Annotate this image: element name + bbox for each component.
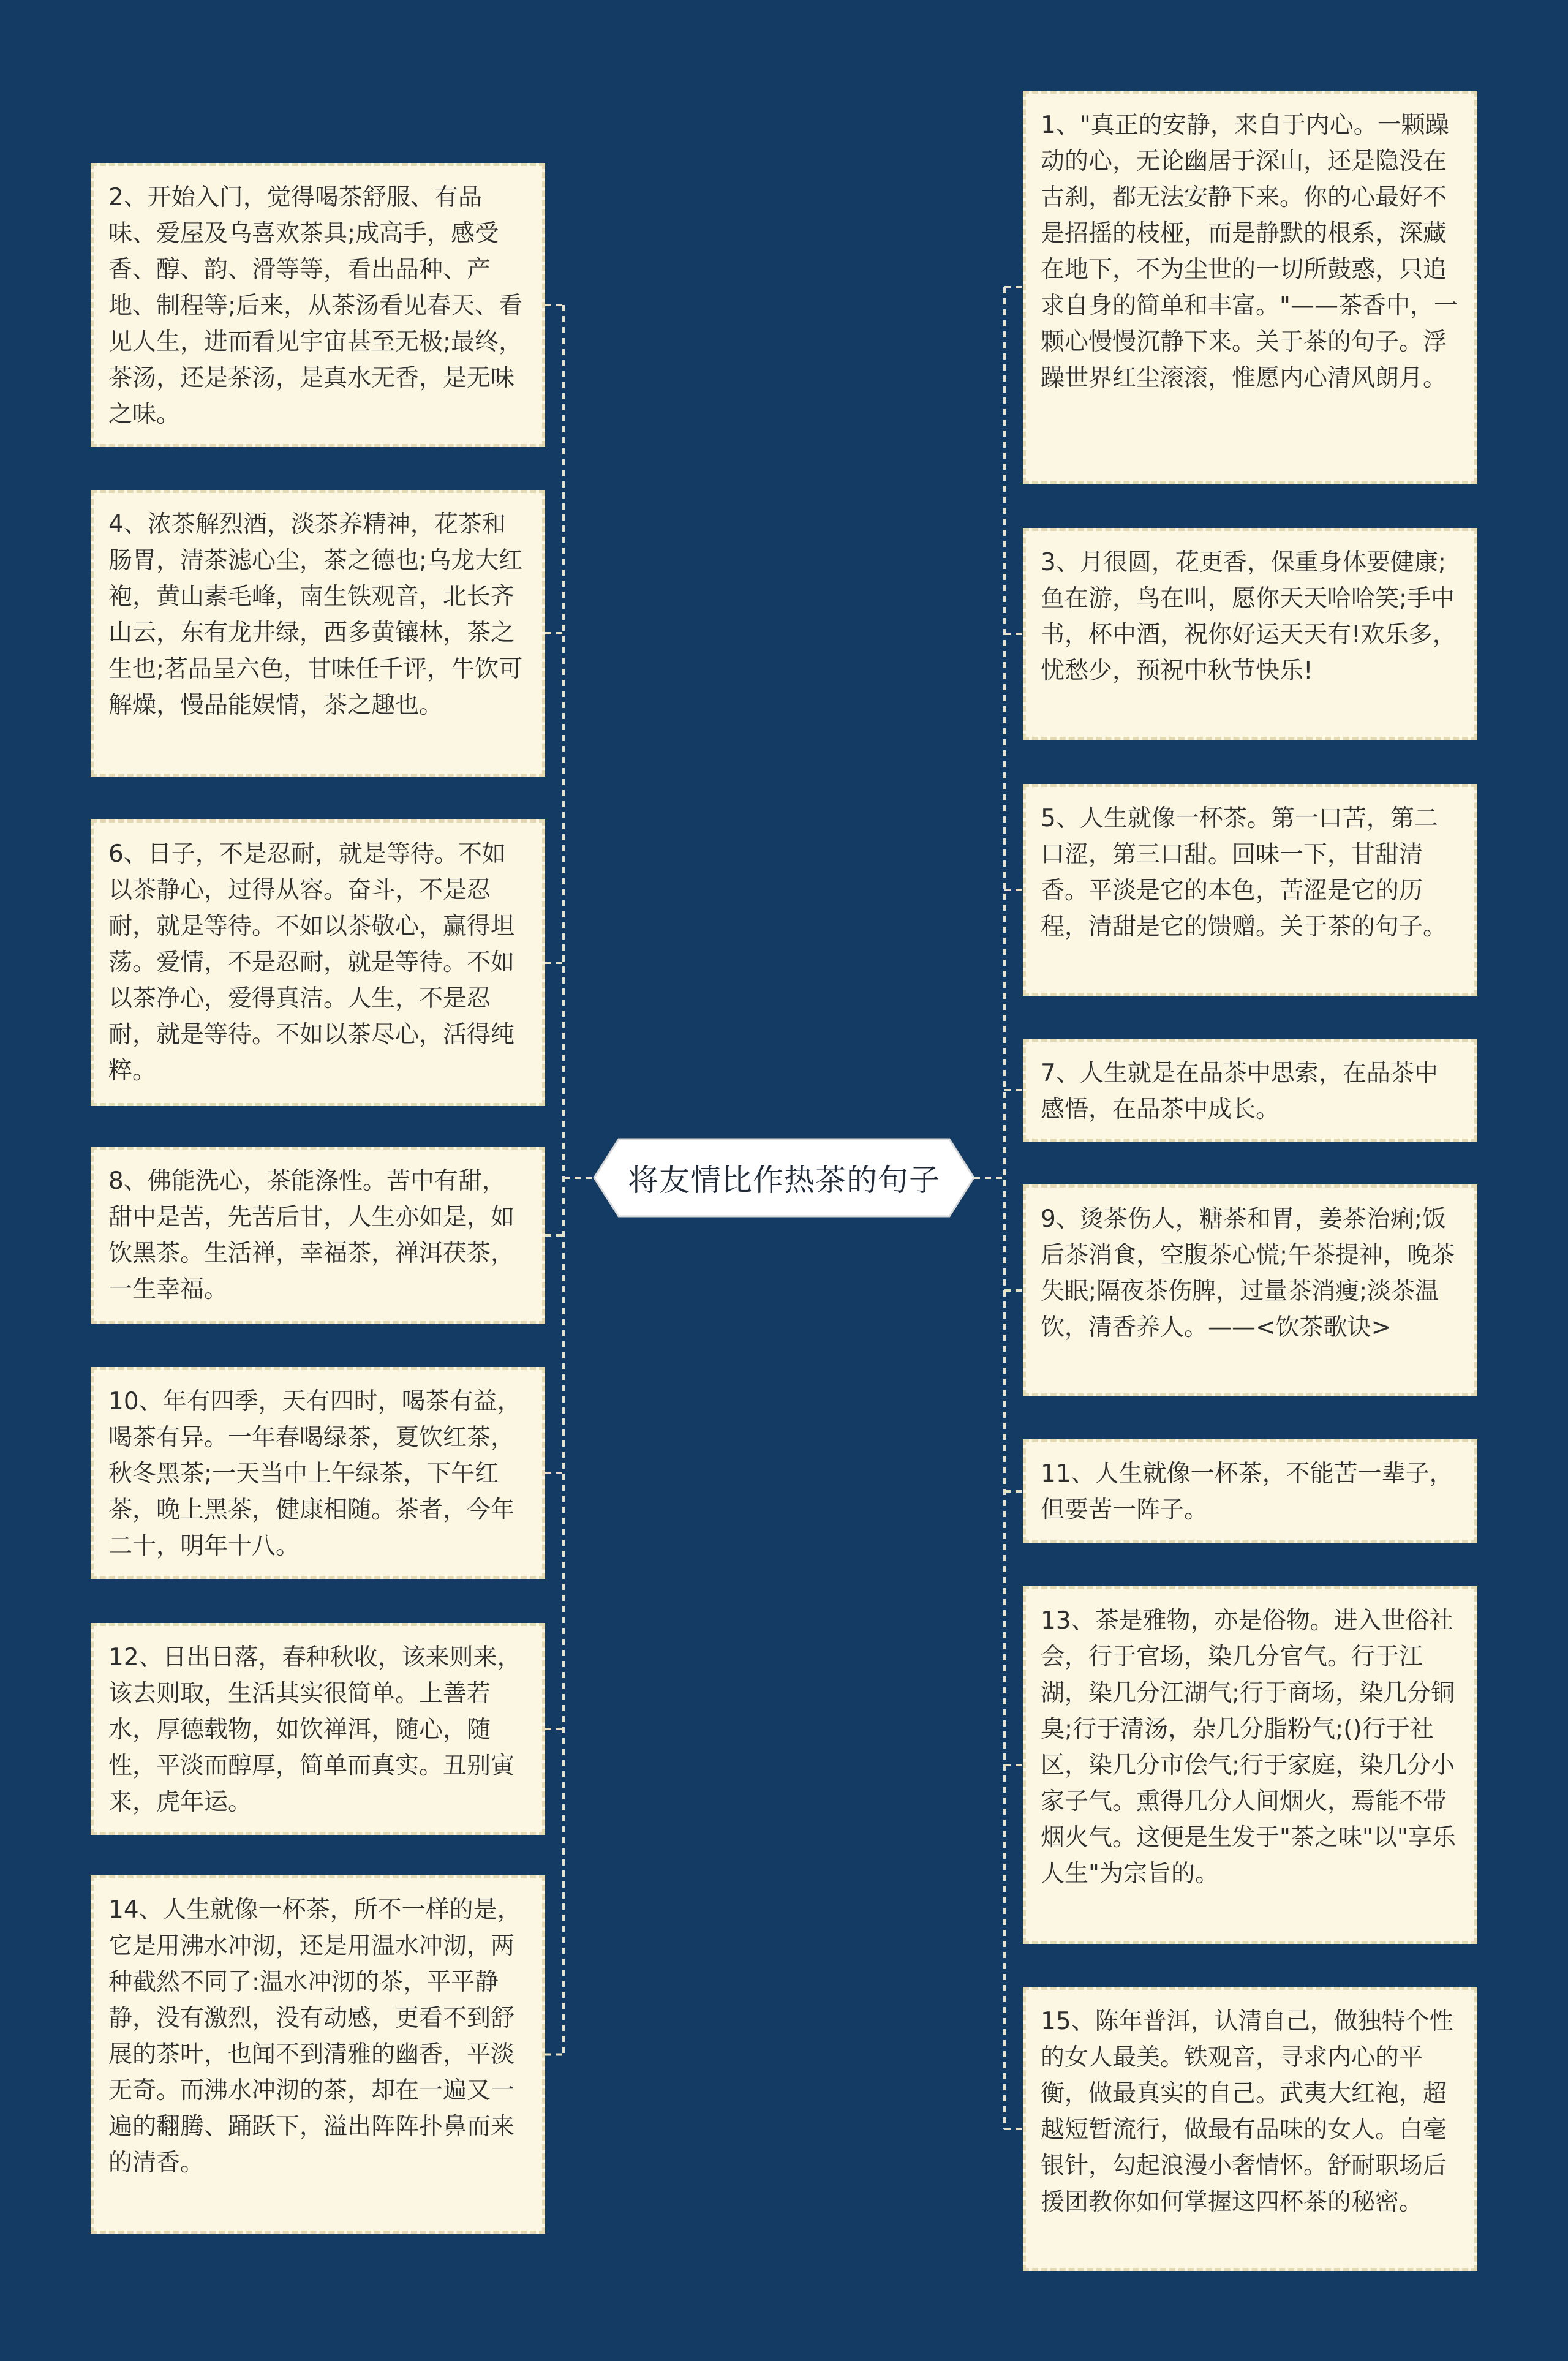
right-card-13[interactable]: 13、茶是雅物，亦是俗物。进入世俗社会，行于官场，染几分官气。行于江湖，染几分江湖气;行于商场，染几分铜臭;行于清汤，杂几分脂粉气;()行于社区，染几分市侩气;行于家庭，染几分小家子气。熏得几分人间烟火，焉能不带烟火气。这便是生发于"茶之味"以"享乐人生"为宗旨的。: [1023, 1586, 1477, 1944]
left-card-14[interactable]: 14、人生就像一杯茶，所不一样的是，它是用沸水冲沏，还是用温水冲沏，两种截然不同了:温水冲沏的茶，平平静静，没有激烈，没有动感，更看不到舒展的茶叶，也闻不到清雅的幽香，平淡无奇。而沸水冲沏的茶，却在一遍又一遍的翻腾、踊跃下，溢出阵阵扑鼻而来的清香。: [91, 1875, 545, 2234]
left-card-8[interactable]: 8、佛能洗心，茶能涤性。苦中有甜，甜中是苦，先苦后甘，人生亦如是，如饮黑茶。生活禅，幸福茶，禅洱茯茶，一生幸福。: [91, 1147, 545, 1324]
right-card-3[interactable]: 3、月很圆，花更香，保重身体要健康;鱼在游，鸟在叫，愿你天天哈哈笑;手中书，杯中酒，祝你好运天天有!欢乐多，忧愁少，预祝中秋节快乐!: [1023, 528, 1477, 740]
right-card-1[interactable]: 1、"真正的安静，来自于内心。一颗躁动的心，无论幽居于深山，还是隐没在古刹，都无法安静下来。你的心最好不是招摇的枝桠，而是静默的根系，深藏在地下，不为尘世的一切所鼓惑，只追求自身的简单和丰富。"——茶香中，一颗心慢慢沉静下来。关于茶的句子。浮躁世界红尘滚滚，惟愿内心清风朗月。: [1023, 91, 1477, 484]
right-card-7[interactable]: 7、人生就是在品茶中思索，在品茶中感悟，在品茶中成长。: [1023, 1039, 1477, 1142]
central-topic-label: 将友情比作热茶的句子: [628, 1162, 940, 1198]
left-card-4[interactable]: 4、浓茶解烈酒，淡茶养精神，花茶和肠胃，清茶滤心尘，茶之德也;乌龙大红袍，黄山素毛峰，南生铁观音，北长齐山云，东有龙井绿，西多黄镶林，茶之生也;茗品呈六色，甘味任千评，牛饮可解燥，慢品能娱情，茶之趣也。: [91, 490, 545, 777]
central-topic[interactable]: [582, 1136, 986, 1219]
left-card-12[interactable]: 12、日出日落，春种秋收，该来则来，该去则取，生活其实很简单。上善若水，厚德载物，如饮禅洱，随心，随性，平淡而醇厚，简单而真实。丑别寅来，虎年运。: [91, 1623, 545, 1835]
left-card-10[interactable]: 10、年有四季，天有四时，喝茶有益，喝茶有异。一年春喝绿茶，夏饮红茶，秋冬黑茶;一天当中上午绿茶，下午红茶，晚上黑茶，健康相随。茶者，今年二十，明年十八。: [91, 1367, 545, 1579]
right-card-11[interactable]: 11、人生就像一杯茶，不能苦一辈子，但要苦一阵子。: [1023, 1439, 1477, 1543]
left-card-6[interactable]: 6、日子，不是忍耐，就是等待。不如以茶静心，过得从容。奋斗，不是忍耐，就是等待。不如以茶敬心，赢得坦荡。爱情，不是忍耐，就是等待。不如以茶净心，爱得真洁。人生，不是忍耐，就是等待。不如以茶尽心，活得纯粹。: [91, 819, 545, 1106]
left-card-2[interactable]: 2、开始入门，觉得喝茶舒服、有品味、爱屋及乌喜欢茶具;成高手，感受香、醇、韵、滑等等，看出品种、产地、制程等;后来，从茶汤看见春天、看见人生，进而看见宇宙甚至无极;最终，茶汤，还是茶汤，是真水无香，是无味之味。: [91, 163, 545, 447]
right-card-9[interactable]: 9、烫茶伤人，糖茶和胃，姜茶治痢;饭后茶消食，空腹茶心慌;午茶提神，晚茶失眠;隔夜茶伤脾，过量茶消瘦;淡茶温饮，清香养人。——<饮茶歌诀>: [1023, 1184, 1477, 1396]
right-card-15[interactable]: 15、陈年普洱，认清自己，做独特个性的女人最美。铁观音，寻求内心的平衡，做最真实的自己。武夷大红袍，超越短暂流行，做最有品味的女人。白毫银针，勾起浪漫小奢情怀。舒耐职场后援团教你如何掌握这四杯茶的秘密。: [1023, 1987, 1477, 2271]
right-card-5[interactable]: 5、人生就像一杯茶。第一口苦，第二口涩，第三口甜。回味一下，甘甜清香。平淡是它的本色，苦涩是它的历程，清甜是它的馈赠。关于茶的句子。: [1023, 784, 1477, 996]
